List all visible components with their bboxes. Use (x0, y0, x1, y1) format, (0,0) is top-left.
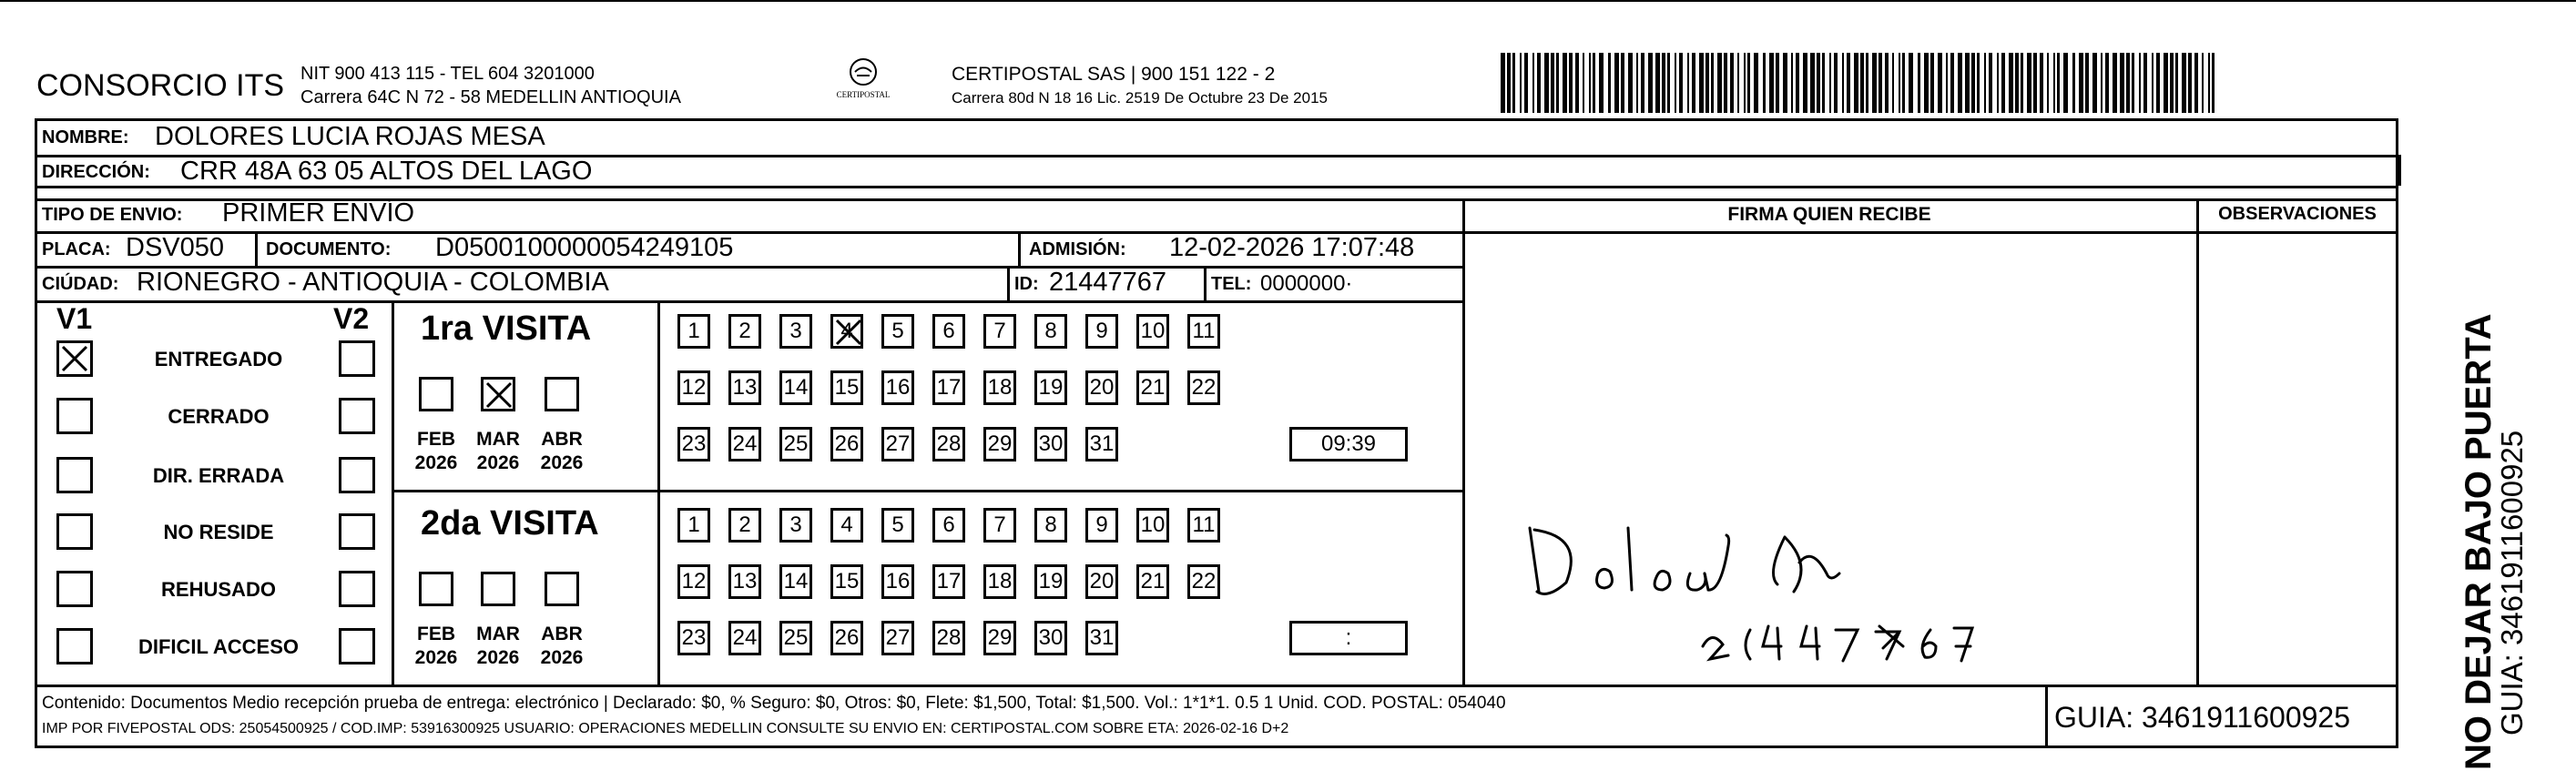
status-option-label: CERRADO (168, 405, 270, 428)
status-v1-checkbox[interactable] (56, 457, 93, 493)
visit1-day-box[interactable]: 6 (932, 314, 965, 349)
visit1-time-box[interactable]: 09:39 (1289, 427, 1408, 462)
status-v1-checkbox[interactable] (56, 628, 93, 664)
visit2-month-checkbox[interactable] (545, 572, 579, 606)
status-option-label: NO RESIDE (163, 521, 274, 543)
admision-label: ADMISIÓN: (1029, 239, 1126, 259)
visit1-day-box[interactable]: 16 (881, 370, 914, 405)
visit1-day-box[interactable]: 26 (830, 427, 863, 462)
visit1-month-label: ABR (541, 429, 583, 450)
visit1-day-box[interactable]: 21 (1136, 370, 1169, 405)
visit1-day-box[interactable]: 11 (1187, 314, 1220, 349)
status-v2-checkbox[interactable] (339, 571, 375, 607)
status-option-label: DIFICIL ACCESO (137, 635, 299, 658)
logo-emblem-icon (848, 56, 879, 87)
x-mark-icon (833, 317, 864, 348)
visit2-day-box[interactable]: 29 (983, 621, 1016, 655)
visit1-day-box[interactable]: 14 (779, 370, 812, 405)
status-v1-checkbox[interactable] (56, 398, 93, 434)
status-v2-checkbox[interactable] (339, 340, 375, 377)
visit2-day-box[interactable]: 31 (1085, 621, 1118, 655)
status-option-label: ENTREGADO (154, 348, 283, 370)
placa-value: DSV050 (126, 233, 225, 262)
visit1-day-box[interactable]: 7 (983, 314, 1016, 349)
visit1-day-box[interactable]: 15 (830, 370, 863, 405)
visit2-day-box[interactable]: 22 (1187, 564, 1220, 599)
status-v2-checkbox[interactable] (339, 398, 375, 434)
visit1-day-box[interactable]: 2 (728, 314, 761, 349)
visit2-day-box[interactable]: 6 (932, 508, 965, 543)
visit1-day-box[interactable]: 30 (1034, 427, 1067, 462)
visit1-day-box[interactable]: 31 (1085, 427, 1118, 462)
id-label: ID: (1014, 274, 1039, 294)
visit2-day-box[interactable]: 10 (1136, 508, 1169, 543)
visit1-title: 1ra VISITA (421, 309, 592, 348)
visit2-day-box[interactable]: 8 (1034, 508, 1067, 543)
visit2-day-box[interactable]: 20 (1085, 564, 1118, 599)
visit1-month-checkbox[interactable] (419, 377, 453, 411)
documento-label: DOCUMENTO: (266, 239, 392, 259)
status-v1-checkbox[interactable] (56, 513, 93, 550)
visit2-time-box[interactable]: : (1289, 621, 1408, 655)
visit2-month-checkbox[interactable] (419, 572, 453, 606)
nombre-label: NOMBRE: (42, 127, 129, 147)
visit2-month-label: FEB (417, 624, 455, 644)
v1-label: V1 (56, 302, 93, 335)
footer-guia: GUIA: 3461911600925 (2054, 701, 2350, 734)
visit2-day-box[interactable]: 27 (881, 621, 914, 655)
visit2-day-box[interactable]: 2 (728, 508, 761, 543)
tel-value: 0000000· (1260, 271, 1353, 296)
id-value: 21447767 (1049, 268, 1167, 297)
tel-label: TEL: (1211, 274, 1252, 294)
visit1-day-box[interactable]: 20 (1085, 370, 1118, 405)
direccion-label: DIRECCIÓN: (42, 162, 150, 182)
visit2-day-box[interactable]: 17 (932, 564, 965, 599)
status-v1-checkbox[interactable] (56, 571, 93, 607)
side-guia: GUIA: 3461911600925 (2495, 430, 2529, 735)
signature-name-text (1512, 510, 1515, 511)
ciudad-label: CIÚDAD: (42, 274, 119, 294)
visit1-year-label: 2026 (476, 452, 520, 473)
side-warning: NO DEJAR BAJO PUERTA (2459, 313, 2499, 770)
visit2-year-label: 2026 (476, 647, 520, 668)
visit2-day-box[interactable]: 28 (932, 621, 965, 655)
visit2-year-label: 2026 (540, 647, 584, 668)
visit1-day-box[interactable]: 28 (932, 427, 965, 462)
visit1-day-box[interactable]: 18 (983, 370, 1016, 405)
company-line1: NIT 900 413 115 - TEL 604 3201000 (300, 64, 595, 84)
visit2-day-box[interactable]: 26 (830, 621, 863, 655)
x-mark-icon (484, 380, 514, 411)
visit2-day-box[interactable]: 15 (830, 564, 863, 599)
handwritten-signature (1512, 510, 2021, 664)
visit1-day-box[interactable]: 13 (728, 370, 761, 405)
admision-value: 12-02-2026 17:07:48 (1169, 233, 1415, 262)
top-border (0, 0, 2576, 2)
tipo-envio-label: TIPO DE ENVIO: (42, 205, 183, 225)
visit2-day-box[interactable]: 11 (1187, 508, 1220, 543)
status-option-label: REHUSADO (161, 578, 276, 601)
visit1-day-box[interactable]: 9 (1085, 314, 1118, 349)
nombre-value: DOLORES LUCIA ROJAS MESA (155, 122, 545, 151)
visit2-day-box[interactable]: 19 (1034, 564, 1067, 599)
visit2-month-label: ABR (541, 624, 583, 644)
status-option-label: DIR. ERRADA (152, 464, 285, 487)
visit2-day-box[interactable]: 25 (779, 621, 812, 655)
visit1-day-box[interactable]: 17 (932, 370, 965, 405)
documento-value: D0500100000054249105 (435, 233, 734, 262)
visit1-month-label: MAR (476, 429, 520, 450)
visit1-day-box[interactable]: 4 (830, 314, 863, 349)
visit1-day-box[interactable]: 19 (1034, 370, 1067, 405)
footer-line1: Contenido: Documentos Medio recepción prueba de entrega: electrónico | Declarado: $0, % Seguro: $0, Otros: $0, Flete: $1,500, Total: $1,500. Vol.: 1*1*1. 0.5 1 Unid. COD. POSTAL: 054040 (42, 694, 1506, 713)
visit2-day-box[interactable]: 30 (1034, 621, 1067, 655)
visit2-day-box[interactable]: 23 (677, 621, 710, 655)
visit2-day-box[interactable]: 12 (677, 564, 710, 599)
visit1-day-box[interactable]: 24 (728, 427, 761, 462)
visit1-month-checkbox[interactable] (545, 377, 579, 411)
visit1-day-box[interactable]: 29 (983, 427, 1016, 462)
logo-text: CERTIPOSTAL (836, 90, 891, 99)
carrier-line2: Carrera 80d N 18 16 Lic. 2519 De Octubre 23 De 2015 (952, 89, 1328, 106)
status-v2-checkbox[interactable] (339, 457, 375, 493)
visit2-day-box[interactable]: 7 (983, 508, 1016, 543)
visit2-day-box[interactable]: 21 (1136, 564, 1169, 599)
visit2-day-box[interactable]: 24 (728, 621, 761, 655)
tipo-envio-value: PRIMER ENVÍO (222, 198, 415, 228)
visit1-day-box[interactable]: 12 (677, 370, 710, 405)
direccion-value: CRR 48A 63 05 ALTOS DEL LAGO (180, 157, 593, 186)
placa-label: PLACA: (42, 239, 111, 259)
company-line2: Carrera 64C N 72 - 58 MEDELLIN ANTIOQUIA (300, 87, 681, 107)
status-v2-checkbox[interactable] (339, 513, 375, 550)
visit1-year-label: 2026 (540, 452, 584, 473)
visit1-day-box[interactable]: 1 (677, 314, 710, 349)
visit1-day-box[interactable]: 8 (1034, 314, 1067, 349)
visit2-day-box[interactable]: 4 (830, 508, 863, 543)
certipostal-logo (836, 56, 891, 107)
visit2-day-box[interactable]: 9 (1085, 508, 1118, 543)
carrier-line1: CERTIPOSTAL SAS | 900 151 122 - 2 (952, 64, 1276, 85)
visit2-month-label: MAR (476, 624, 520, 644)
visit1-year-label: 2026 (414, 452, 458, 473)
visit2-day-box[interactable]: 13 (728, 564, 761, 599)
visit2-day-box[interactable]: 14 (779, 564, 812, 599)
barcode (1501, 53, 2220, 113)
visit2-year-label: 2026 (414, 647, 458, 668)
visit1-day-box[interactable]: 23 (677, 427, 710, 462)
visit2-month-checkbox[interactable] (481, 572, 515, 606)
visit2-day-box[interactable]: 5 (881, 508, 914, 543)
observaciones-header: OBSERVACIONES (2218, 204, 2377, 224)
ciudad-value: RIONEGRO - ANTIOQUIA - COLOMBIA (137, 268, 609, 297)
visit1-day-box[interactable]: 10 (1136, 314, 1169, 349)
visit1-day-box[interactable]: 22 (1187, 370, 1220, 405)
signature-id-text (1703, 628, 1706, 629)
visit1-day-box[interactable]: 27 (881, 427, 914, 462)
visit2-day-box[interactable]: 16 (881, 564, 914, 599)
v2-label: V2 (333, 302, 370, 335)
firma-header: FIRMA QUIEN RECIBE (1727, 204, 1931, 225)
visit1-day-box[interactable]: 5 (881, 314, 914, 349)
visit1-month-label: FEB (417, 429, 455, 450)
x-mark-icon (59, 343, 90, 374)
visit1-day-box[interactable]: 25 (779, 427, 812, 462)
visit1-day-box[interactable]: 3 (779, 314, 812, 349)
visit2-day-box[interactable]: 1 (677, 508, 710, 543)
company-name: CONSORCIO ITS (36, 68, 285, 103)
status-v1-checkbox[interactable] (56, 340, 93, 377)
footer-line2: IMP POR FIVEPOSTAL ODS: 25054500925 / COD.IMP: 53916300925 USUARIO: OPERACIONES MEDELLIN CONSULTE SU ENVIO EN: CERTIPOSTAL.COM SOBRE ETA: 2026-02-16 D+2 (42, 721, 1289, 736)
visit2-day-box[interactable]: 18 (983, 564, 1016, 599)
visit1-month-checkbox[interactable] (481, 377, 515, 411)
visit2-day-box[interactable]: 3 (779, 508, 812, 543)
status-v2-checkbox[interactable] (339, 628, 375, 664)
visit2-title: 2da VISITA (421, 504, 599, 543)
